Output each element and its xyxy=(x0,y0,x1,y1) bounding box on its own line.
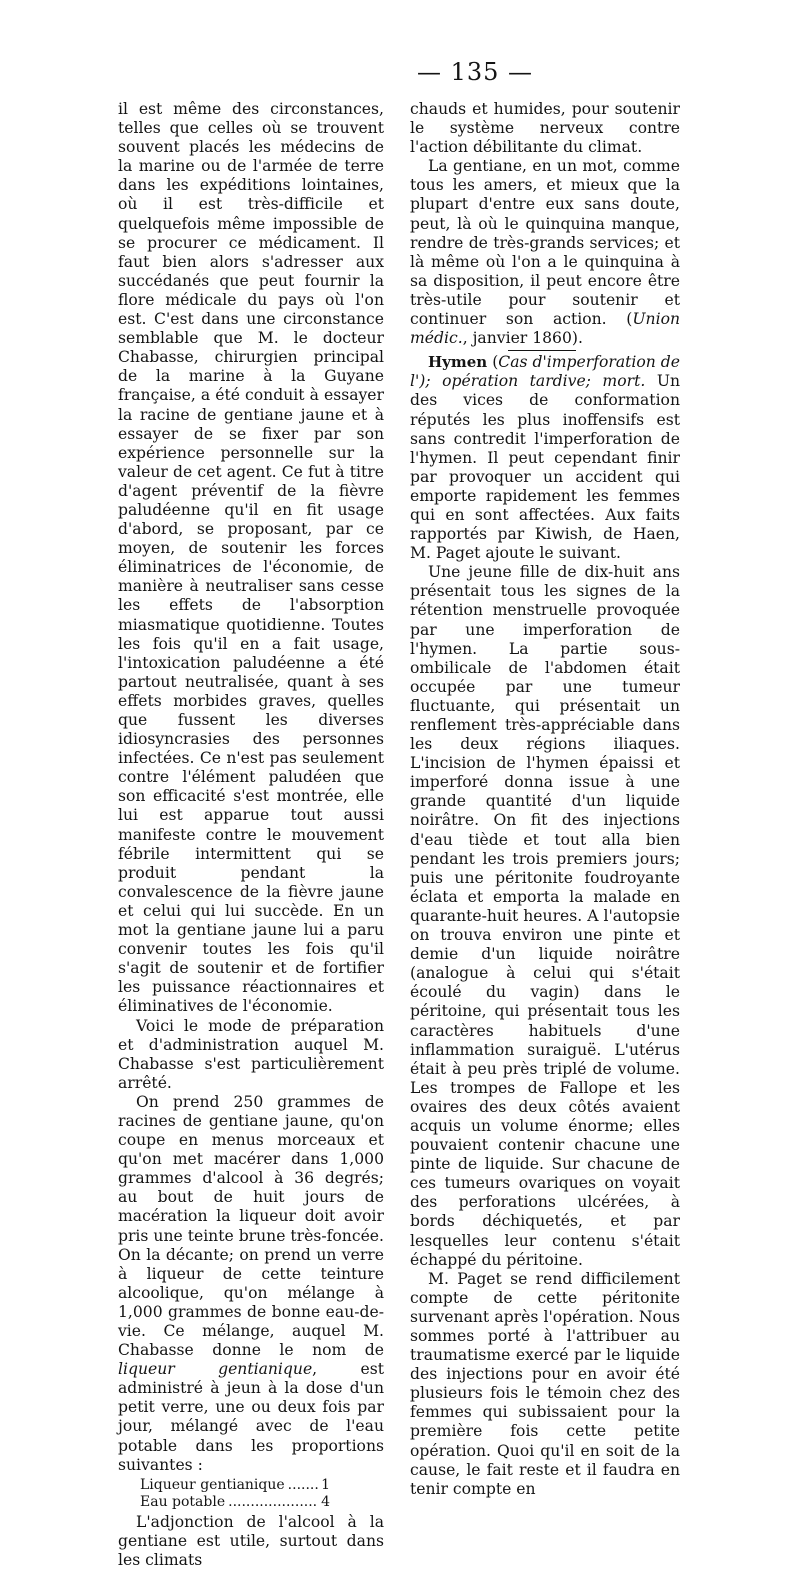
paragraph: Une jeune fille de dix-huit ans présentait tous les signes de la rétention menstruelle provoquée par une imperforation de l'hymen. La partie sous-ombilicale de l'abdomen était occupée par une tumeur fluctuante, qui présentait un renflement très-appréciable dans les deux régions iliaques. L'incision de l'hymen épaissi et imperforé donna issue à une grande quantité d'un liquide noirâtre. On fit des injections d'eau tiède et tout alla bien pendant les trois premiers jours; puis une péritonite foudroyante éclata et emporta la malade en quarante-huit heures. A l'autopsie on trouva environ une pinte et demie d'un liquide noirâtre (analogue à celui qui s'était écoulé du vagin) dans le péritoine, qui présentait tous les caractères habituels d'une inflammation suraiguë. L'utérus était à peu près triplé de volume. Les trompes de Fallope et les ovaires des deux côtés avaient acquis un volume énorme; elles pouvaient contenir chacune une pinte de liquide. Sur chacune de ces tumeurs ovariques on voyait des perforations ulcérées, à bords déchiquetés, et par lesquelles leur contenu s'était échappé du péritoine. xyxy=(410,563,680,1269)
text-run: , est administré à jeun à la dose d'un petit verre, une ou deux fois par jour, mélangé avec de l'eau potable dans les proportions suivantes : xyxy=(118,1360,384,1474)
section-heading-paragraph xyxy=(410,353,680,563)
left-column xyxy=(118,100,384,1570)
italic-term: liqueur gentianique xyxy=(118,1360,313,1379)
text-run: Un des vices de conformation réputés les plus inoffensifs est sans contredit l'imperforation de l'hymen. Il peut cependant finir par provoquer un accident qui emporte rapidement les femmes qui en sont affectées. Aux faits rapportés par Kiwish, de Haen, M. Paget ajoute le suivant. xyxy=(410,372,680,563)
text-run: , janvier 1860). xyxy=(462,329,583,348)
paragraph: Voici le mode de préparation et d'administration auquel M. Chabasse s'est particulièrement arrêté. xyxy=(118,1016,384,1092)
proportions-table xyxy=(118,1477,384,1511)
paragraph: L'adjonction de l'alcool à la gentiane est utile, surtout dans les climats xyxy=(118,1512,384,1569)
text-run: On prend 250 grammes de racines de gentiane jaune, qu'on coupe en menus morceaux et qu'on met macérer dans 1,000 grammes d'alcool à 36 degrés; au bout de huit jours de macération la liqueur doit avoir pris une teinte brune très-foncée. On la décante; on prend un verre à liqueur de cette teinture alcoolique, qu'on mélange à 1,000 grammes de bonne eau-de-vie. Ce mélange, auquel M. Chabasse donne le nom de xyxy=(118,1092,384,1360)
paragraph: il est même des circonstances, telles que celles où se trouvent souvent placés les médecins de la marine ou de l'armée de terre dans les expéditions lointaines, où il est très-difficile et quelquefois même impossible de se procurer ce médicament. Il faut bien alors s'adresser aux succédanés que peut fournir la flore médicale du pays où l'on est. C'est dans une circonstance semblable que M. le docteur Chabasse, chirurgien principal de la marine à la Guyane française, a été conduit à essayer la racine de gentiane jaune et à essayer de se fixer par son expérience personnelle sur la valeur de cet agent. Ce fut à titre d'agent préventif de la fièvre paludéenne qu'il en fit usage d'abord, se proposant, par ce moyen, de soutenir les forces éliminatrices de l'économie, de manière à neutraliser sans cesse les effets de l'absorption miasmatique quotidienne. Toutes les fois qu'il en a fait usage, l'intoxication paludéenne a été partout neutralisée, quant à ses effets morbides graves, quelles que fussent les diverses idiosyncrasies des personnes infectées. Ce n'est pas seulement contre l'élément paludéen que son efficacité s'est montrée, elle lui est apparue tout aussi manifeste contre le mouvement fébrile intermittent qui se produit pendant la convalescence de la fièvre jaune et celui qui lui succède. En un mot la gentiane jaune lui a paru convenir toutes les fois qu'il s'agit de soutenir et de fortifier les puissance réactionnaires et éliminatives de l'économie. xyxy=(118,100,384,1016)
paragraph: M. Paget se rend difficilement compte de cette péritonite survenant après l'opération. Nous sommes porté à l'attribuer au traumatisme exercé par le liquide des injections pour en avoir été plusieurs fois le témoin chez des femmes qui subissaient pour la première fois cette petite opération. Quoi qu'il en soit de la cause, le fait reste et il faudra en tenir compte en xyxy=(410,1269,680,1498)
leader-dots xyxy=(288,1477,318,1494)
section-heading: Hymen xyxy=(428,353,488,372)
table-row xyxy=(118,1494,384,1511)
text-run: ( xyxy=(492,353,499,372)
table-row xyxy=(118,1477,384,1494)
paragraph xyxy=(410,157,680,348)
paragraph xyxy=(118,1093,384,1475)
citation: Union médic. xyxy=(410,310,680,348)
section-divider xyxy=(508,350,576,351)
table-label: Liqueur gentianique xyxy=(140,1476,285,1493)
table-value: 1 xyxy=(321,1476,330,1493)
page-number: — 135 — xyxy=(416,58,534,86)
table-value: 4 xyxy=(321,1493,330,1510)
section-subtitle: Cas d'imperforation de l'); opération tardive; mort. xyxy=(410,353,680,391)
paragraph: chauds et humides, pour soutenir le système nerveux contre l'action débilitante du climat. xyxy=(410,100,680,157)
table-label: Eau potable xyxy=(140,1493,226,1510)
text-run: La gentiane, en un mot, comme tous les amers, et mieux que la plupart d'entre eux sans doute, peut, là où le quinquina manque, rendre de très-grands services; et là même où l'on a le quinquina à sa disposition, il peut encore être très-utile pour soutenir et continuer son action. ( xyxy=(410,157,680,329)
leader-dots xyxy=(228,1494,318,1511)
right-column xyxy=(410,100,680,1499)
